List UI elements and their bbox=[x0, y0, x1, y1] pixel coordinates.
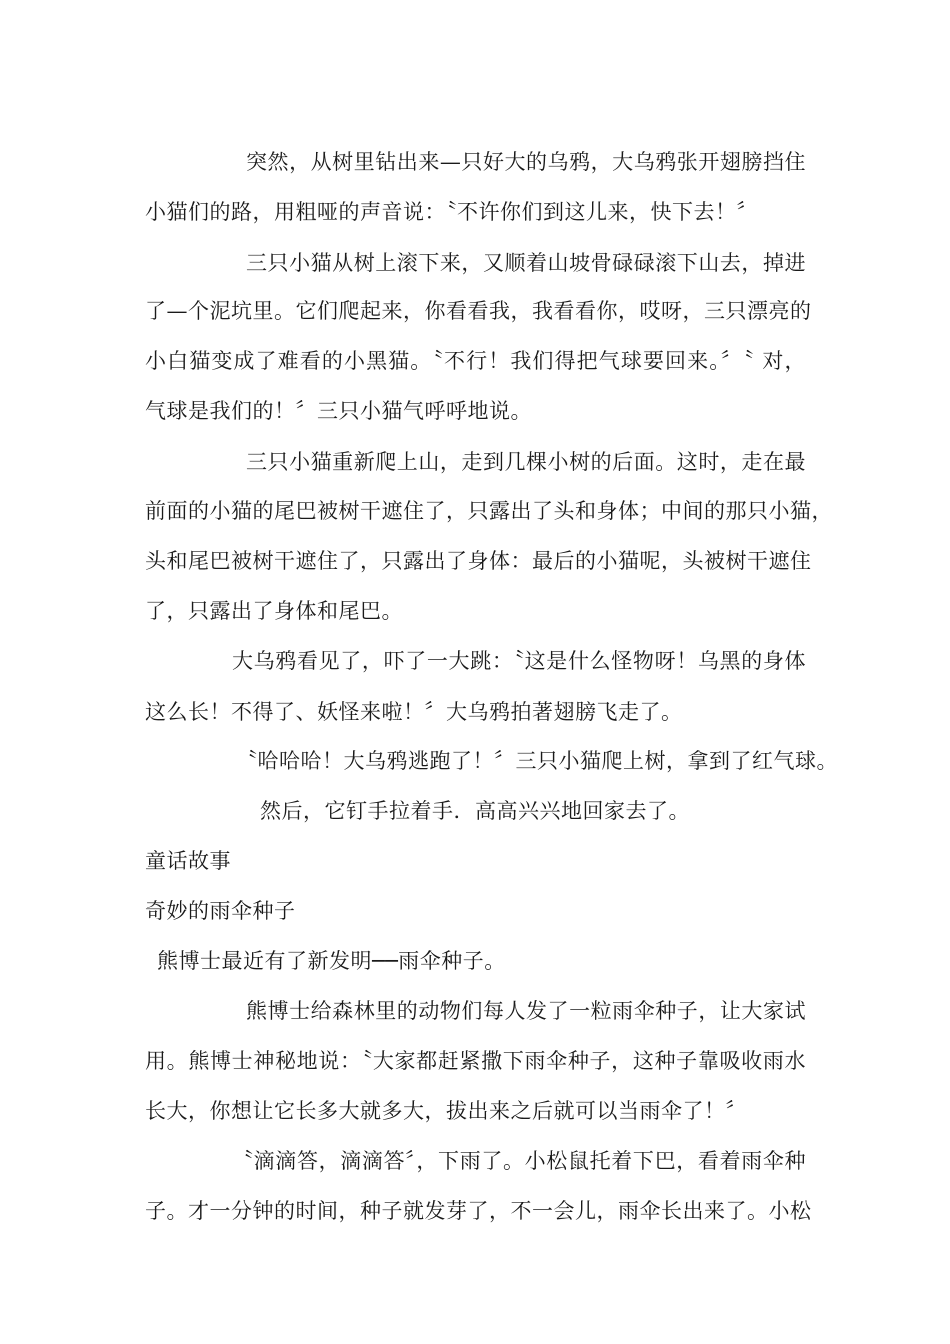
paragraph-line: 前面的小猫的尾巴被树干遮住了，只露出了头和身体；中间的那只小猫， bbox=[145, 499, 833, 523]
paragraph-line: 了，只露出了身体和尾巴。 bbox=[145, 599, 403, 623]
paragraph-line: 熊博士给森林里的动物们每人发了一粒雨伞种子，让大家试 bbox=[246, 999, 806, 1023]
paragraph-line: 熊博士最近有了新发明──雨伞种子。 bbox=[157, 949, 506, 973]
paragraph-line: 气球是我们的！〞三只小猫气呼呼地说。 bbox=[145, 399, 532, 423]
paragraph-line: 头和尾巴被树干遮住了，只露出了身体：最后的小猫呢，头被树干遮住 bbox=[145, 549, 812, 573]
paragraph-line: 小猫们的路，用粗哑的声音说：〝不许你们到这儿来，快下去！〞 bbox=[145, 200, 758, 224]
paragraph-line: 三只小猫从树上滚下来，又顺着山坡骨碌碌滚下山去，掉进 bbox=[246, 251, 806, 275]
paragraph-line: 长大，你想让它长多大就多大，拔出来之后就可以当雨伞了！〞 bbox=[145, 1099, 747, 1123]
paragraph-line: 子。才一分钟的时间，种子就发芽了，不一会儿，雨伞长出来了。小松 bbox=[145, 1199, 812, 1223]
paragraph-line: 〝哈哈哈！大乌鸦逃跑了！〞三只小猫爬上树，拿到了红气球。 bbox=[236, 749, 838, 773]
story-title: 奇妙的雨伞种子 bbox=[145, 899, 296, 923]
paragraph-line: 了—个泥坑里。它们爬起来，你看看我，我看看你，哎呀，三只漂亮的 bbox=[145, 299, 812, 323]
paragraph-line: 用。熊博士神秘地说：〝大家都赶紧撒下雨伞种子，这种子靠吸收雨水 bbox=[145, 1049, 806, 1073]
paragraph-line: 突然，从树里钻出来—只好大的乌鸦，大乌鸦张开翅膀挡住 bbox=[246, 150, 806, 174]
paragraph-line: 〝滴滴答，滴滴答〞，下雨了。小松鼠托着下巴，看着雨伞种 bbox=[232, 1149, 806, 1173]
paragraph-line: 小白猫变成了难看的小黑猫。〝不行！我们得把气球要回来。〞〝 对， bbox=[145, 349, 806, 373]
paragraph-line: 这么长！不得了、妖怪来啦！〞大乌鸦拍著翅膀飞走了。 bbox=[145, 700, 683, 724]
section-label: 童话故事 bbox=[145, 849, 231, 873]
paragraph-line: 然后，它钉手拉着手．高高兴兴地回家去了。 bbox=[260, 799, 690, 823]
paragraph-line: 大乌鸦看见了，吓了一大跳：〝这是什么怪物呀！乌黑的身体 bbox=[232, 649, 806, 673]
paragraph-line: 三只小猫重新爬上山，走到几棵小树的后面。这时，走在最 bbox=[246, 450, 806, 474]
